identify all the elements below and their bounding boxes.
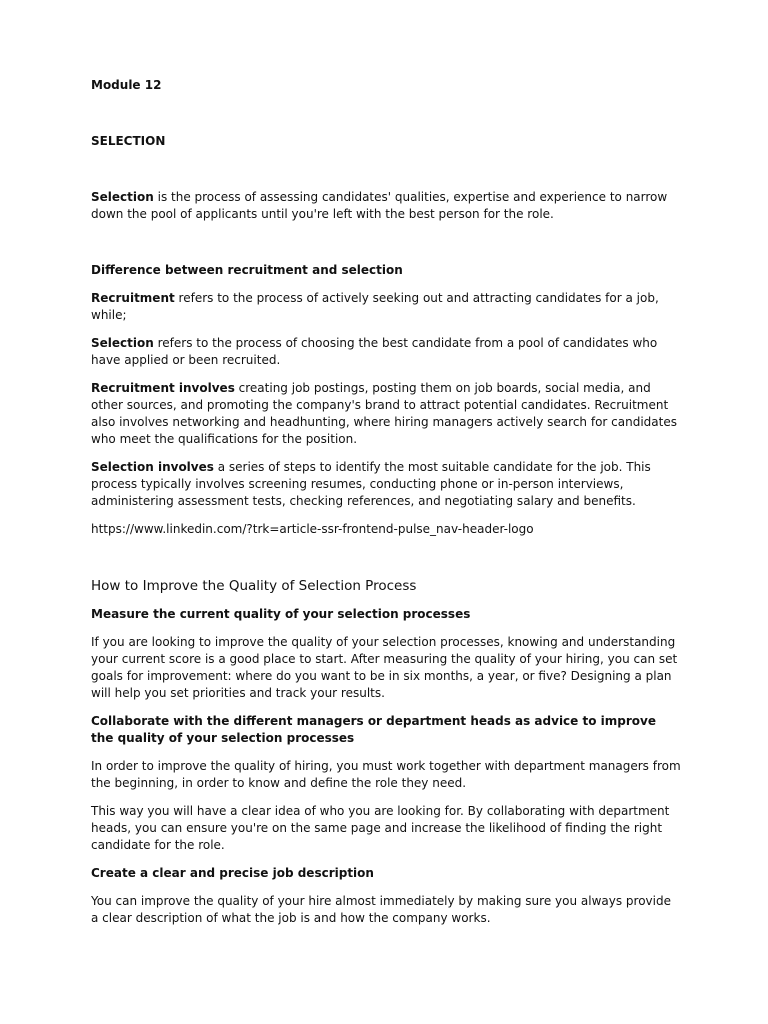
recruitment-involves-term: Recruitment involves	[91, 381, 235, 395]
measure-heading: Measure the current quality of your selection processes	[91, 607, 471, 621]
recruitment-term: Recruitment	[91, 291, 175, 305]
source-url: https://www.linkedin.com/?trk=article-ssr-frontend-pulse_nav-header-logo	[91, 522, 534, 536]
intro-paragraph	[91, 189, 681, 223]
improve-heading: How to Improve the Quality of Selection Process	[91, 578, 417, 594]
recruitment-definition	[91, 290, 681, 324]
intro-text: is the process of assessing candidates' qualities, expertise and experience to narrow down the pool of applicants until you're left with the best person for the role.	[91, 190, 668, 221]
module-label: Module 12	[91, 78, 162, 92]
measure-paragraph: If you are looking to improve the quality of your selection processes, knowing and understanding your current score is a good place to start. After measuring the quality of your hiring, you can set goals for improvement: where do you want to be in six months, a year, or five? Designing a plan will help you set priorities and track your results.	[91, 635, 678, 700]
recruitment-text: refers to the process of actively seeking out and attracting candidates for a job, while;	[91, 291, 659, 322]
section-title: SELECTION	[91, 134, 166, 148]
collaborate-paragraph-1: In order to improve the quality of hiring, you must work together with department managers from the beginning, in order to know and define the role they need.	[91, 759, 681, 790]
selection-involves-text: a series of steps to identify the most suitable candidate for the job. This process typically involves screening resumes, conducting phone or in-person interviews, administering assessment tests, checking references, and negotiating salary and benefits.	[91, 460, 651, 508]
document-body	[91, 77, 681, 927]
job-description-paragraph: You can improve the quality of your hire almost immediately by making sure you always provide a clear description of what the job is and how the company works.	[91, 894, 671, 925]
collaborate-heading: Collaborate with the different managers or department heads as advice to improve the quality of your selection processes	[91, 714, 656, 745]
selection-involves-paragraph	[91, 459, 681, 510]
recruitment-involves-paragraph	[91, 380, 681, 448]
job-description-heading: Create a clear and precise job description	[91, 866, 374, 880]
collaborate-paragraph-2: This way you will have a clear idea of who you are looking for. By collaborating with department heads, you can ensure you're on the same page and increase the likelihood of finding the right candidate for the role.	[91, 804, 670, 852]
selection-definition	[91, 335, 681, 369]
selection-term: Selection	[91, 336, 154, 350]
recruitment-involves-text: creating job postings, posting them on job boards, social media, and other sources, and promoting the company's brand to attract potential candidates. Recruitment also involves networking and headhunting, where hiring managers actively search for candidates who meet the qualifications for the position.	[91, 381, 677, 446]
intro-term: Selection	[91, 190, 154, 204]
selection-text: refers to the process of choosing the best candidate from a pool of candidates who have applied or been recruited.	[91, 336, 658, 367]
difference-heading: Difference between recruitment and selection	[91, 263, 403, 277]
selection-involves-term: Selection involves	[91, 460, 214, 474]
